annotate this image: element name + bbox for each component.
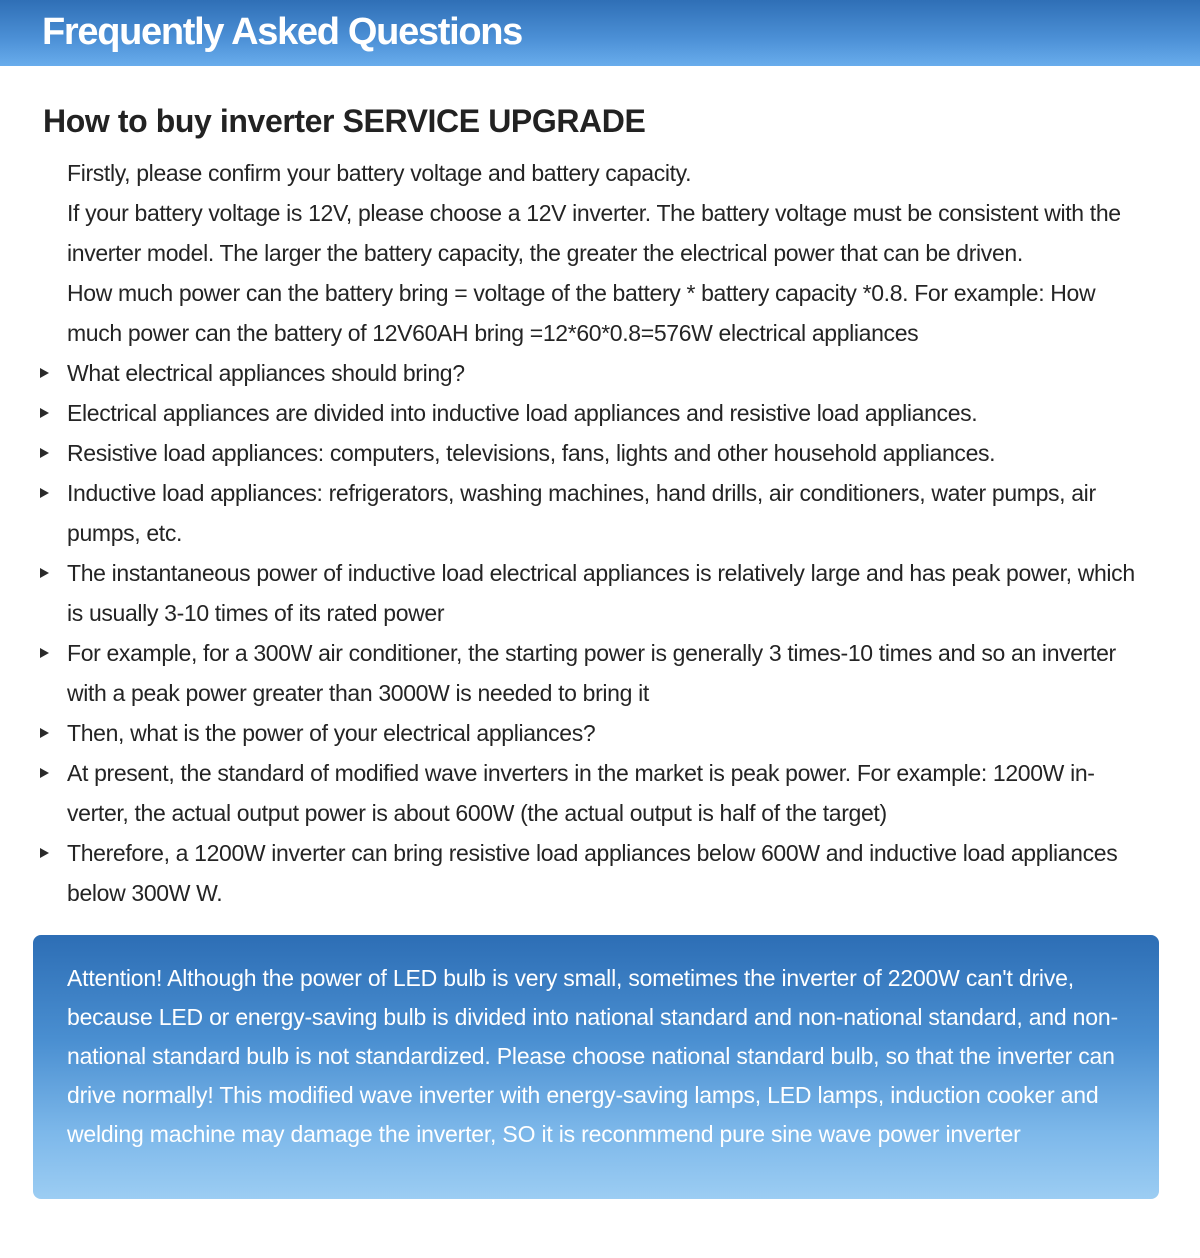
triangle-right-icon <box>40 648 49 658</box>
list-item <box>0 353 1135 393</box>
attention-notice-box <box>33 935 1159 1199</box>
list-item <box>0 633 1135 713</box>
header-bar <box>0 0 1200 66</box>
list-item-text: Therefore, a 1200W inverter can bring resistive load appliances below 600W and inductive load appliances below 300W W. <box>67 840 1118 906</box>
attention-notice-text: Attention! Although the power of LED bulb is very small, sometimes the inverter of 2200W can't drive, because LED or energy-saving bulb is divided into national standard and non-national standard, and non-national standard bulb is not standardized. Please choose national standard bulb, so that the inverter can drive normally! This modified wave inverter with energy-saving lamps, LED lamps, induction cooker and welding machine may damage the inverter, SO it is reconmmend pure sine wave power inverter <box>67 965 1118 1147</box>
list-item-text: For example, for a 300W air conditioner, the starting power is generally 3 times-10 times and so an inverter with a peak power greater than 3000W is needed to bring it <box>67 640 1116 706</box>
list-item-text: Resistive load appliances: computers, televisions, fans, lights and other household appliances. <box>67 440 996 466</box>
list-item-text: Then, what is the power of your electrical appliances? <box>67 720 596 746</box>
intro-paragraphs <box>67 153 1135 353</box>
list-item <box>0 553 1135 633</box>
list-item <box>0 393 1135 433</box>
triangle-right-icon <box>40 448 49 458</box>
triangle-right-icon <box>40 848 49 858</box>
intro-line: Firstly, please confirm your battery voltage and battery capacity. <box>67 160 692 186</box>
section-heading: How to buy inverter SERVICE UPGRADE <box>43 103 646 139</box>
list-item-text: Inductive load appliances: refrigerators, washing machines, hand drills, air conditioners, water pumps, air pumps, etc. <box>67 480 1096 546</box>
list-item-text: The instantaneous power of inductive load electrical appliances is relatively large and has peak power, which is usually 3-10 times of its rated power <box>67 560 1135 626</box>
triangle-right-icon <box>40 728 49 738</box>
page-title: Frequently Asked Questions <box>42 11 523 53</box>
triangle-right-icon <box>40 368 49 378</box>
triangle-right-icon <box>40 488 49 498</box>
triangle-right-icon <box>40 568 49 578</box>
list-item <box>0 833 1135 913</box>
list-item <box>0 473 1135 553</box>
intro-line: If your battery voltage is 12V, please choose a 12V inverter. The battery voltage must be consistent with the inverter model. The larger the battery capacity, the greater the electrical power that can be driven. <box>67 200 1121 266</box>
triangle-right-icon <box>40 768 49 778</box>
list-item-text: At present, the standard of modified wave inverters in the market is peak power. For example: 1200W inverter, the actual output power is about 600W (the actual output is half of the target) <box>67 760 1095 826</box>
bullet-list <box>0 353 1200 913</box>
triangle-right-icon <box>40 408 49 418</box>
list-item <box>0 433 1135 473</box>
list-item-text: What electrical appliances should bring? <box>67 360 465 386</box>
intro-line: How much power can the battery bring = voltage of the battery * battery capacity *0.8. For example: How much power can the battery of 12V60AH bring =12*60*0.8=576W electrical appliances <box>67 280 1096 346</box>
list-item-text: Electrical appliances are divided into inductive load appliances and resistive load appliances. <box>67 400 978 426</box>
list-item <box>0 753 1135 833</box>
list-item <box>0 713 1135 753</box>
